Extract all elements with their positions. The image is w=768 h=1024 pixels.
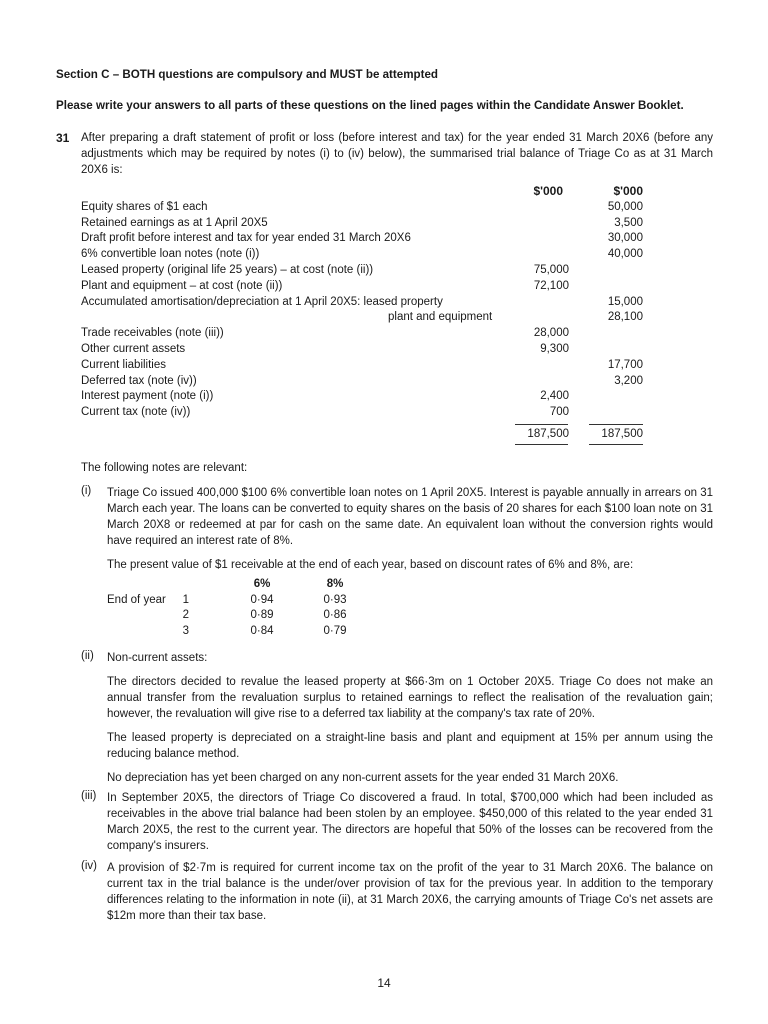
- debit-value: 72,100: [533, 279, 569, 292]
- row-label: plant and equipment: [388, 311, 493, 324]
- debit-value: 75,000: [533, 263, 569, 276]
- row-label: 6% convertible loan notes (note (i)): [81, 248, 260, 261]
- pv-col-6pct: 6%: [253, 578, 271, 590]
- pv-header-row: [107, 577, 367, 593]
- note-ii-number: (ii): [81, 650, 94, 662]
- trial-balance-total-row: [81, 421, 643, 447]
- note-iii-body: [107, 790, 713, 854]
- pv-value-6pct: 0·84: [250, 624, 274, 637]
- notes-intro: The following notes are relevant:: [81, 462, 248, 474]
- row-label: Draft profit before interest and tax for year ended 31 March 20X6: [81, 232, 411, 245]
- trial-balance-row: [81, 247, 643, 263]
- note-iii-text: In September 20X5, the directors of Triage Co discovered a fraud. In total, $700,000 which had been included as receivables in the above trial balance had been stolen by an employee. $450,000 of this related to the year ended 31 March 20X5, the rest to the current year. The directors are hopeful that 50% of the losses can be recovered from the company's insurers.: [107, 792, 713, 852]
- question-number: 31: [56, 131, 70, 145]
- credit-total-rule-top: [589, 424, 643, 425]
- pv-row: [107, 608, 367, 624]
- trial-balance-row: [81, 374, 643, 390]
- credit-value: 17,700: [607, 358, 643, 371]
- note-i-number: (i): [81, 485, 92, 497]
- debit-value: 2,400: [540, 390, 569, 403]
- row-label: Other current assets: [81, 342, 186, 355]
- credit-value: 15,000: [607, 295, 643, 308]
- pv-value-6pct: 0·89: [250, 609, 274, 621]
- trial-balance-row: [81, 231, 643, 247]
- row-label: Current tax (note (iv)): [81, 406, 191, 419]
- trial-balance-row: [81, 200, 643, 216]
- row-label: Accumulated amortisation/depreciation at 1 April 20X5: leased property: [81, 295, 443, 308]
- debit-total-rule-top: [515, 424, 568, 425]
- credit-value: 40,000: [607, 248, 643, 261]
- row-label: Plant and equipment – at cost (note (ii)): [81, 279, 283, 292]
- credit-column-header: $'000: [613, 184, 643, 198]
- trial-balance-row: [81, 310, 643, 326]
- debit-value: 28,000: [533, 327, 569, 340]
- pv-row: [107, 624, 367, 640]
- debit-total-rule-bottom: [515, 444, 568, 445]
- credit-value: 50,000: [607, 200, 643, 213]
- pv-value-8pct: 0·93: [323, 593, 347, 606]
- trial-balance-header: [81, 184, 643, 200]
- debit-value: 9,300: [540, 342, 569, 355]
- pv-row: [107, 593, 367, 609]
- trial-balance-row: [81, 295, 643, 311]
- pv-year: 2: [182, 609, 189, 621]
- question-intro: After preparing a draft statement of profit or loss (before interest and tax) for the year ended 31 March 20X6 (before any adjustments which may be required by notes (i) to (iv) below), the summarised trial balance of Triage Co as at 31 March 20X6 is:: [81, 132, 713, 176]
- row-label: Leased property (original life 25 years) – at cost (note (ii)): [81, 263, 374, 276]
- row-label: Current liabilities: [81, 358, 167, 371]
- debit-value: 700: [549, 406, 569, 419]
- credit-value: 3,500: [614, 216, 643, 229]
- trial-balance-row: [81, 405, 643, 421]
- trial-balance-body: [81, 200, 643, 421]
- credit-value: 30,000: [607, 232, 643, 245]
- trial-balance-table: [81, 184, 643, 447]
- row-label: Equity shares of $1 each: [81, 200, 208, 213]
- pv-year: 1: [182, 593, 189, 606]
- row-label: Interest payment (note (i)): [81, 390, 214, 403]
- trial-balance-row: [81, 216, 643, 232]
- trial-balance-row: [81, 358, 643, 374]
- credit-value: 3,200: [614, 374, 643, 387]
- debit-column-header: $'000: [533, 184, 563, 198]
- section-heading: Section C – BOTH questions are compulsory and MUST be attempted: [56, 68, 439, 81]
- note-ii-paragraph-2: The leased property is depreciated on a straight-line basis and plant and equipment at 15% per annum using the reducing balance method.: [107, 732, 713, 760]
- row-label: Trade receivables (note (iii)): [81, 327, 224, 340]
- row-label: Retained earnings as at 1 April 20X5: [81, 216, 268, 229]
- debit-total: 187,500: [527, 427, 569, 440]
- note-i-paragraph-1: Triage Co issued 400,000 $100 6% convertible loan notes on 1 April 20X5. Interest is payable annually in arrears on 31 March each year. The loans can be converted to equity shares on the basis of 20 shares for each $100 loan note on 31 March 20X8 or redeemed at par for cash on the same date. An equivalent loan without the conversion rights would have required an interest rate of 8%.: [107, 487, 713, 547]
- note-iv-number: (iv): [81, 860, 97, 872]
- note-iii-number: (iii): [81, 790, 97, 802]
- answer-instruction: Please write your answers to all parts of these questions on the lined pages within the Candidate Answer Booklet.: [56, 99, 684, 112]
- trial-balance-row: [81, 389, 643, 405]
- credit-total: 187,500: [601, 427, 643, 440]
- note-ii-title: Non-current assets:: [107, 652, 208, 664]
- trial-balance-row: [81, 326, 643, 342]
- pv-col-8pct: 8%: [326, 578, 344, 590]
- note-ii-paragraph-1: The directors decided to revalue the leased property at $66·3m on 1 October 20X5. Triage Co does not make an annual transfer from the revaluation surplus to retained earnings to reflect the realisation of the revaluation gain; however, the revaluation will give rise to a deferred tax liability at the company's tax rate of 20%.: [107, 676, 713, 720]
- credit-value: 28,100: [607, 311, 643, 324]
- note-ii-body: [107, 650, 713, 786]
- note-i-body: [107, 485, 713, 573]
- note-iv-body: [107, 860, 713, 924]
- credit-total-rule-bottom: [589, 444, 643, 445]
- note-i-paragraph-2: The present value of $1 receivable at the end of each year, based on discount rates of 6% and 8%, are:: [107, 559, 634, 571]
- present-value-table: [107, 577, 367, 639]
- pv-row-label: End of year: [107, 593, 166, 606]
- pv-value-8pct: 0·79: [323, 624, 347, 637]
- pv-year: 3: [182, 624, 189, 637]
- pv-value-6pct: 0·94: [250, 593, 274, 606]
- row-label: Deferred tax (note (iv)): [81, 374, 197, 387]
- page-number: 14: [377, 976, 391, 990]
- trial-balance-row: [81, 342, 643, 358]
- note-iv-text: A provision of $2·7m is required for current income tax on the profit of the year to 31 March 20X6. The balance on current tax in the trial balance is the under/over provision of tax for the previous year. In addition to the temporary differences relating to the information in note (ii), at 31 March 20X6, the carrying amounts of Triage Co's net assets are $12m more than their tax base.: [107, 862, 713, 922]
- trial-balance-row: [81, 279, 643, 295]
- trial-balance-row: [81, 263, 643, 279]
- note-ii-paragraph-3: No depreciation has yet been charged on any non-current assets for the year ended 31 March 20X6.: [107, 772, 619, 784]
- pv-value-8pct: 0·86: [323, 609, 347, 621]
